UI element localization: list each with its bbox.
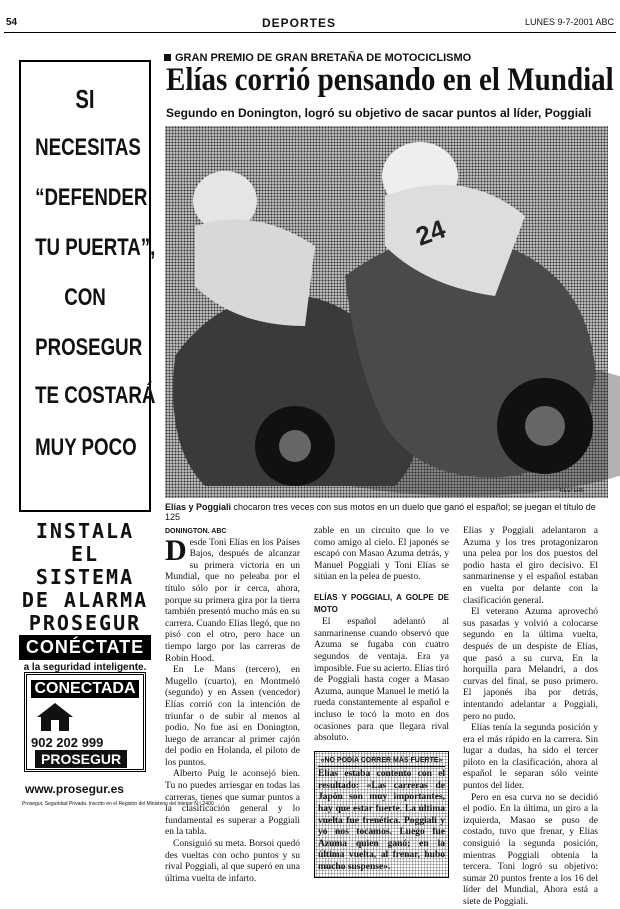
article-column-3 xyxy=(463,526,598,909)
ad-brand: PROSEGUR xyxy=(35,750,127,768)
ad-conectate: CONÉCTATE xyxy=(19,635,151,660)
caption-text: chocaron tres veces con sus motos en un duelo que ganó el español; se juegan el título de 125 xyxy=(165,502,596,522)
article-column-1 xyxy=(165,526,300,885)
ad-line: MUY POCO xyxy=(35,434,137,461)
ad-logo-box xyxy=(24,672,146,772)
ad-line: TE COSTARÁ xyxy=(35,382,156,409)
ad-line: NECESITAS xyxy=(35,134,141,161)
motorcycle-image xyxy=(165,126,608,498)
paragraph: El veterano Azuma aprovechó sus pasadas y volvió a colocarse segundo en la última vuelta, después de un despiste de Elías, que pasó a su curva. En la horquilla para Melandri, a dos curvas del final, se puso primero. El japonés iba por detrás, intentando adelantar a Poggiali, pero no pudo. xyxy=(463,607,598,722)
section-subhead: ELÍAS Y POGGIALI, A GOLPE DE MOTO xyxy=(314,592,449,614)
paragraph: Alberto Puig le aconsejó bien. Tu no puedes arriesgar en todas las carreras, tienes que sumar puntos a la clasificación general y lo fundamental es superar a Poggiali en la tabla. xyxy=(165,769,300,838)
ad-stripe-line: DE ALARMA xyxy=(21,588,149,612)
article-column-2 xyxy=(314,526,449,878)
section-title: DEPORTES xyxy=(262,16,337,30)
ad-line: TU PUERTA”, xyxy=(35,234,156,261)
photo-credit: REUTERS xyxy=(560,488,584,494)
ad-stripe-line: INSTALA xyxy=(35,519,135,543)
ad-line: SI xyxy=(75,84,95,114)
ad-line: “DEFENDER xyxy=(35,184,148,211)
paragraph: Elías tenía la segunda posición y era el más rápido en la carrera. Sin lugar a dudas, ha sido el tercer piloto en la clasificación, ahora al español le separan sólo veinte puntos del líder. xyxy=(463,723,598,792)
quote-box-text: Elías estaba contento con el resultado: «Las carreras de Japón son muy importantes, hay que estar fuerte. La última vuelta fue frenética. Poggiali y yo nos tocamos. Luego fue Azuma quien ganó; en la última vuelta, al frenar, hubo mucho suspense». xyxy=(318,769,445,873)
ad-url: www.prosegur.es xyxy=(25,782,124,796)
paragraph: Elías y Poggiali adelantaron a Azuma y los tres protagonizaron una pelea por los dos puestos del podio hasta el giro decisivo. El sanmarinense y el español estaban en vuelta por delante con la clasificación general. xyxy=(463,526,598,606)
drop-cap: D xyxy=(165,533,187,567)
ad-alarm-block xyxy=(19,520,151,673)
paragraph: El español adelantó al sanmarinense cuando observó que Azuma se fugaba con cuatro segundos de ventaja. Era ya imposible. Fue su acierto. Elías tiró de Poggiali hasta coger a Masao Azuma, aunque Manuel le metió la rueda constantemente al español e incluso le tocó la moto en dos ocasiones para que llegara rival absoluto. xyxy=(314,617,449,744)
page-header xyxy=(4,14,616,33)
article-subtitle: Segundo en Donington, logró su objetivo de sacar puntos al líder, Poggiali xyxy=(166,106,592,120)
ad-stripe-line: PROSEGUR xyxy=(28,611,142,635)
quote-box-title: «NO PODÍA CORRER MÁS FUERTE» xyxy=(318,755,445,768)
house-icon xyxy=(35,701,75,733)
svg-text:24: 24 xyxy=(411,213,450,252)
ad-conectada: CONECTADA xyxy=(31,680,139,698)
ad-fine-print: Prosegur, Seguridad Privada. Inscrito en el Registro del Ministerio del Interior N.º 2400 xyxy=(22,801,214,807)
quote-box xyxy=(314,751,449,878)
ad-line: CON xyxy=(64,284,106,311)
kicker-text: GRAN PREMIO DE GRAN BRETAÑA DE MOTOCICLISMO xyxy=(175,52,472,64)
paragraph: esde Toni Elías en los Países Bajos, después de alcanzar su primera victoria en un Mundial, que no peleaba por el título sólo por ir cerca, ahora, porque su primera gira por la tierra también presentó mucho más en su carrera. Cuando Elías llegó, que no pisó con el otro, pero hace un tiempo largo por las carreras de Robin Hood. xyxy=(165,537,300,664)
article-byline: DONINGTON. ABC xyxy=(165,528,227,535)
paragraph: zable en un circuito que lo ve como amigo al cielo. El japonés se escapó con Masao Azuma detrás, y Manuel Poggiali y Toni Elías se sitúan en la pelea de puesto. xyxy=(314,526,449,583)
caption-names: Elías y Poggiali xyxy=(165,502,232,512)
article-title: Elías corrió pensando en el Mundial xyxy=(166,62,614,98)
ad-stripe-line: EL SISTEMA xyxy=(35,542,135,589)
photo-caption xyxy=(165,502,608,522)
paragraph: Consiguió su meta. Borsoi quedó des vueltas con ocho puntos y su rival Poggiali, al que superó en una última vuelta de infarto. xyxy=(165,839,300,884)
paragraph: En Le Mans (tercero), en Mugello (cuarto), en Montmeló (segundo) y en Assen (vencedor) Elías corrió con la intención de triunfar o de subir al menos al podio. No fue así en Donington, luego de arrancar al primer cajón del podio en Holanda, el piloto de los puntos. xyxy=(165,665,300,768)
ad-seguridad: a la seguridad inteligente. xyxy=(23,662,147,673)
page-number: 54 xyxy=(6,17,18,28)
ad-slogan-box xyxy=(19,60,156,512)
race-photo xyxy=(165,126,608,498)
issue-date: LUNES 9-7-2001 ABC xyxy=(524,17,614,27)
ad-line: PROSEGUR xyxy=(35,334,143,361)
paragraph: Pero en esa curva no se decidió el podio. En la última, un giro a la izquierda, Masao se puso de costado, tuvo que frenar, y Elías consiguió la segunda posición, mientras Poggiali obtenía la tercera. Toni logró su objetivo: sumar 20 puntos frente a los 16 del líder del Mundial, Ahora está a siete de Poggiali. xyxy=(463,792,598,907)
square-bullet-icon xyxy=(164,54,171,61)
ad-phone: 902 202 999 xyxy=(31,735,104,750)
